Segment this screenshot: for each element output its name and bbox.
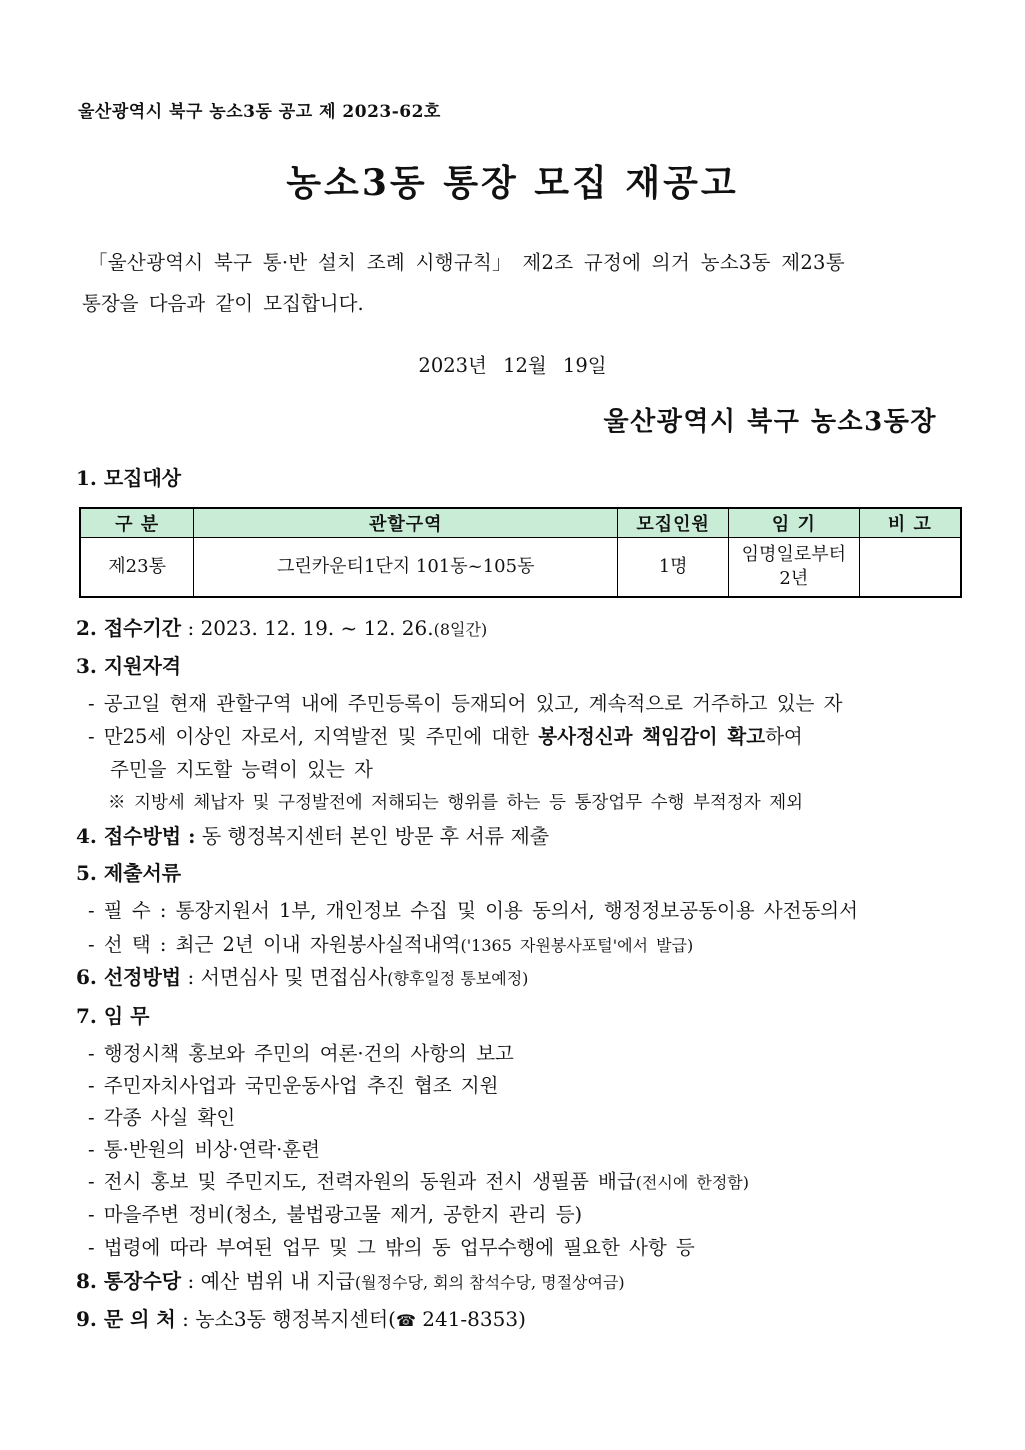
section-8: 8. 통장수당 : 예산 범위 내 지급(월정수당, 회의 참석수당, 명절상여금): [76, 1269, 625, 1293]
section-3-heading: 3. 지원자격: [76, 654, 182, 678]
notice-date: 2023년 12월 19일: [418, 354, 607, 377]
qualification-item-2-cont: 주민을 지도할 능력이 있는 자: [110, 758, 373, 781]
duty-item: - 마을주변 정비(청소, 불법광고물 제거, 공한지 관리 등): [88, 1203, 583, 1226]
recruitment-table: [79, 507, 962, 598]
header-term: 임 기: [728, 508, 859, 538]
cell-term: 임명일로부터 2년: [728, 538, 859, 598]
section-2: 2. 접수기간 : 2023. 12. 19. ~ 12. 26.(8일간): [76, 616, 488, 640]
table-row: [80, 538, 961, 598]
qualification-note: ※ 지방세 체납자 및 구정발전에 저해되는 행위를 하는 등 통장업무 수행 부적정자 제외: [108, 793, 804, 813]
intro-line-2: 통장을 다음과 같이 모집합니다.: [82, 292, 364, 315]
table-header-row: [80, 508, 961, 538]
section-7-heading: 7. 임 무: [76, 1004, 150, 1028]
document-item-optional: - 선 택 : 최근 2년 이내 자원봉사실적내역('1365 자원봉사포털'에서 발급): [88, 933, 694, 956]
duty-item: - 통·반원의 비상·연락·훈련: [88, 1138, 320, 1161]
header-note: 비 고: [859, 508, 961, 538]
section-9: 9. 문 의 처 : 농소3동 행정복지센터(☎ 241-8353): [76, 1307, 526, 1331]
cell-count: 1명: [618, 538, 729, 598]
document-item-required: - 필 수 : 통장지원서 1부, 개인정보 수집 및 이용 동의서, 행정정보공동이용 사전동의서: [88, 899, 858, 922]
intro-line-1: 「울산광역시 북구 통·반 설치 조례 시행규칙」 제2조 규정에 의거 농소3동 제23통: [88, 251, 845, 274]
qualification-item-1: - 공고일 현재 관할구역 내에 주민등록이 등재되어 있고, 계속적으로 거주하고 있는 자: [88, 692, 843, 715]
notice-number: 울산광역시 북구 농소3동 공고 제 2023-62호: [78, 102, 441, 122]
section-5-heading: 5. 제출서류: [76, 861, 182, 885]
section-4: 4. 접수방법 : 동 행정복지센터 본인 방문 후 서류 제출: [76, 824, 550, 848]
duty-item: - 행정시책 홍보와 주민의 여론·건의 사항의 보고: [88, 1042, 514, 1065]
cell-note: [859, 538, 961, 598]
duty-item: - 주민자치사업과 국민운동사업 추진 협조 지원: [88, 1074, 499, 1097]
cell-area: 그린카운티1단지 101동~105동: [194, 538, 618, 598]
page-title: 농소3동 통장 모집 재공고: [286, 162, 739, 204]
phone-icon: ☎: [395, 1311, 416, 1330]
duty-item: - 법령에 따라 부여된 업무 및 그 밖의 동 업무수행에 필요한 사항 등: [88, 1236, 695, 1259]
header-area: 관할구역: [194, 508, 618, 538]
issuer: 울산광역시 북구 농소3동장: [603, 407, 937, 437]
section-6: 6. 선정방법 : 서면심사 및 면접심사(향후일정 통보예정): [76, 965, 529, 989]
qualification-item-2: - 만25세 이상인 자로서, 지역발전 및 주민에 대한 봉사정신과 책임감이 확고하여: [88, 725, 803, 748]
header-division: 구 분: [80, 508, 194, 538]
header-count: 모집인원: [618, 508, 729, 538]
section-1-heading: 1. 모집대상: [76, 466, 182, 490]
duty-item: - 전시 홍보 및 주민지도, 전력자원의 동원과 전시 생필품 배급(전시에 한정함): [88, 1170, 749, 1193]
duty-item: - 각종 사실 확인: [88, 1106, 236, 1129]
cell-division: 제23통: [80, 538, 194, 598]
